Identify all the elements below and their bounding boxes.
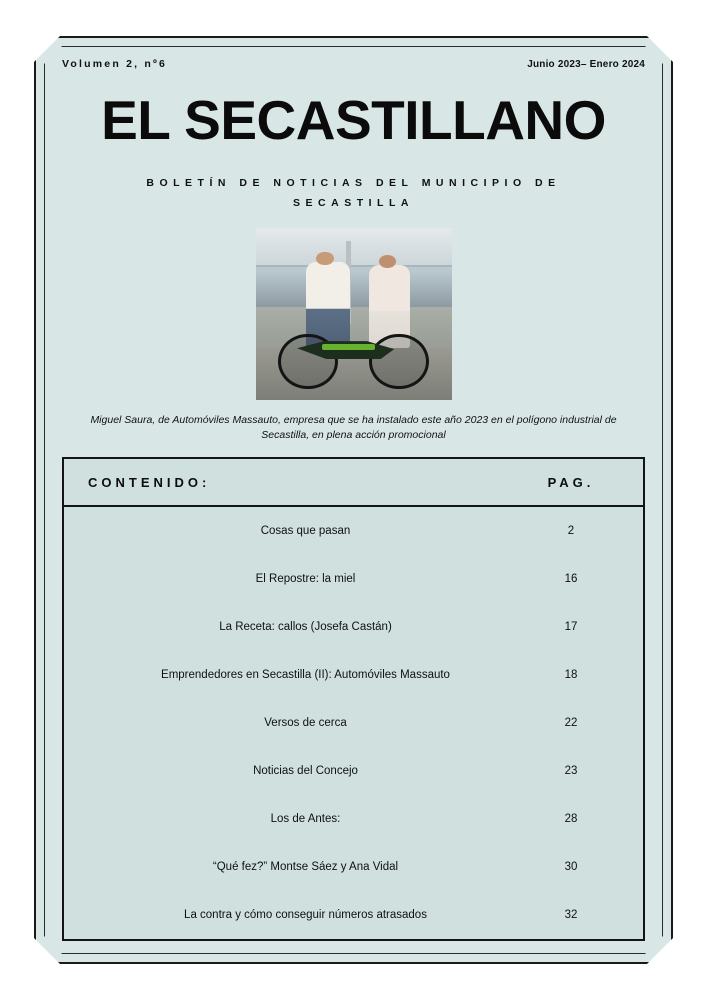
issue-date-label: Junio 2023– Enero 2024 — [527, 59, 645, 70]
contents-item-label: Emprendedores en Secastilla (II): Automóviles Massauto — [161, 669, 450, 682]
contents-item-page: 17 — [564, 621, 578, 634]
page-title: EL SECASTILLANO — [101, 89, 606, 151]
masthead-subtitle: BOLETÍN DE NOTICIAS DEL MUNICIPIO DE SECASTILLA — [146, 176, 561, 209]
contents-item-label: La Receta: callos (Josefa Castán) — [219, 621, 392, 634]
photo-canopy-region — [256, 228, 452, 268]
table-row[interactable] — [64, 507, 643, 555]
contents-item-page: 23 — [564, 765, 578, 778]
photo-bicycle-wheel-right — [369, 334, 428, 390]
table-row[interactable] — [64, 843, 643, 891]
contents-heading-page: PAG. — [547, 474, 595, 490]
cover-content — [62, 50, 645, 950]
contents-item-label: La contra y cómo conseguir números atrasados — [184, 909, 427, 922]
photo-person-right-head — [379, 255, 396, 268]
table-row[interactable] — [64, 891, 643, 939]
table-row[interactable] — [64, 555, 643, 603]
cover-photo — [256, 228, 452, 400]
contents-item-label: Cosas que pasan — [260, 525, 351, 538]
photo-caption: Miguel Saura, de Automóviles Massauto, empresa que se ha instalado este año 2023 en el polígono industrial de Secastilla, en plena acción promocional — [90, 413, 617, 441]
contents-item-label: El Repostre: la miel — [255, 573, 356, 586]
contents-item-page: 22 — [564, 717, 578, 730]
contents-heading-label: CONTENIDO: — [88, 474, 211, 490]
table-row[interactable] — [64, 699, 643, 747]
contents-item-label: Los de Antes: — [270, 813, 341, 826]
table-row[interactable] — [64, 795, 643, 843]
volume-label: Volumen 2, nº6 — [62, 58, 168, 70]
contents-item-page: 16 — [564, 573, 578, 586]
contents-item-page: 18 — [564, 669, 578, 682]
contents-item-page: 30 — [564, 861, 578, 874]
masthead-meta-row — [62, 50, 645, 70]
table-row[interactable] — [64, 747, 643, 795]
table-row[interactable] — [64, 603, 643, 651]
photo-bicycle-accent — [322, 344, 375, 350]
table-of-contents-header — [64, 459, 643, 507]
photo-bicycle — [275, 321, 432, 390]
contents-item-label: Versos de cerca — [264, 717, 347, 730]
contents-item-page: 2 — [567, 525, 575, 538]
table-of-contents — [62, 457, 645, 941]
cover-photo-container — [62, 228, 645, 400]
contents-item-page: 32 — [564, 909, 578, 922]
table-row[interactable] — [64, 651, 643, 699]
contents-item-label: “Qué fez?” Montse Sáez y Ana Vidal — [212, 861, 399, 874]
contents-item-label: Noticias del Concejo — [253, 765, 358, 778]
contents-item-page: 28 — [564, 813, 578, 826]
